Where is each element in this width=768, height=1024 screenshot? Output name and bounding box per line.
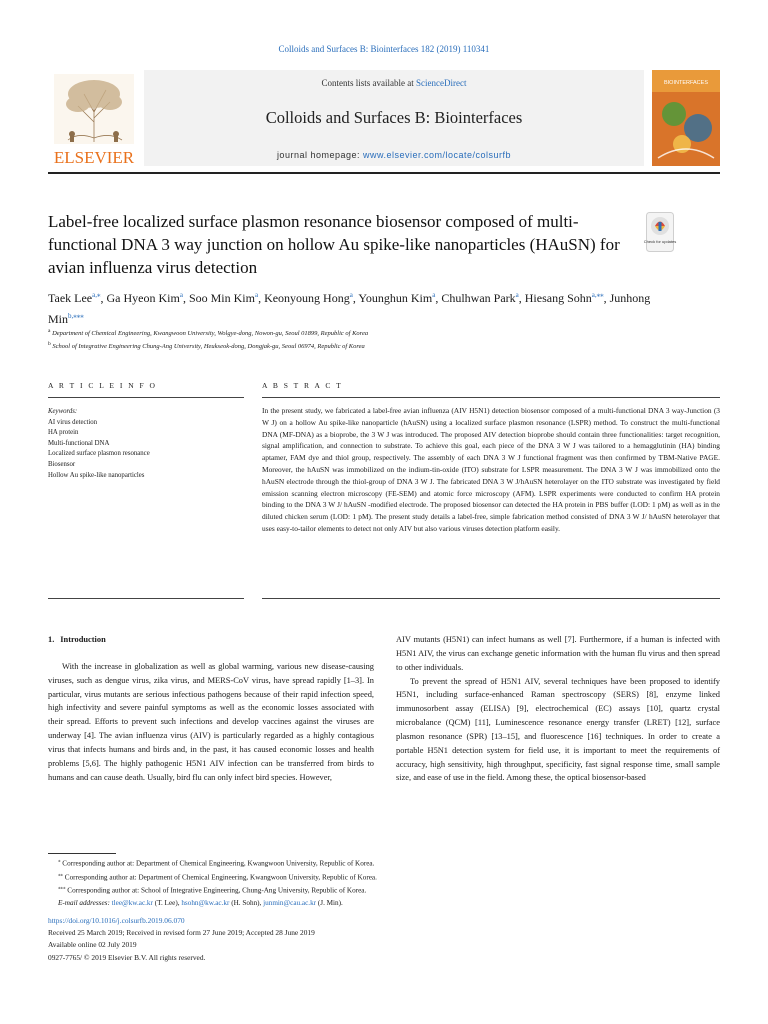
doi-link[interactable]: https://doi.org/10.1016/j.colsurfb.2019.06.070	[48, 916, 185, 925]
masthead-rule	[48, 172, 720, 174]
body-column-left	[48, 633, 374, 784]
affiliation	[48, 339, 688, 352]
author-affiliation-mark[interactable]: a	[179, 291, 183, 299]
journal-homepage-link[interactable]: www.elsevier.com/locate/colsurfb	[363, 150, 512, 160]
article-info-rule	[48, 397, 244, 398]
crossmark-label: Check for updates	[643, 239, 677, 244]
note-text: Corresponding author at: School of Integrative Engineering, Chung-Ang University, Republic of Korea.	[67, 886, 367, 895]
corresponding-author-notes	[48, 856, 708, 897]
article-title: Label-free localized surface plasmon resonance biosensor composed of multi-functional DNA 3 way junction on hollow Au spike-like nanoparticles (HAuSN) for avian influenza virus detection	[48, 212, 620, 277]
author-affiliation-mark[interactable]: a	[349, 291, 353, 299]
abstract-rule	[262, 397, 720, 398]
section-heading-introduction	[48, 633, 374, 647]
email-line	[48, 897, 708, 909]
author-name[interactable]: Soo Min Kim	[188, 291, 255, 305]
received-dates: Received 25 March 2019; Received in revised form 27 June 2019; Accepted 28 June 2019	[48, 928, 315, 938]
left-paragraphs	[48, 660, 374, 785]
paragraph: With the increase in globalization as well as global warming, various new disease-causing viruses, such as dengue virus, zika virus, and MERS-CoV virus, have spread rapidly [1–3]. In particular, virus mutants are serious infectious pathogens because of their rapid infection speed, high infectivity and severe painful symptoms as well as the economic losses associated with their spread. Efforts to prevent such infections and develop vaccines against the viruses are underway [4]. The avian influenza virus (AIV) is particularly regarded as a highly contagious virus that infects humans and birds and, in the past, it has caused economic losses and health problems [5,6]. The highly pathogenic H5N1 AIV infection can be transferred from birds to humans and can cause death. Usually, bird flu can only infect bird species. However,	[48, 661, 374, 782]
author[interactable]	[107, 291, 183, 305]
keyword: Multi-functional DNA	[48, 439, 110, 447]
affiliation	[48, 326, 688, 339]
homepage-line	[144, 150, 644, 160]
affiliation-text: Department of Chemical Engineering, Kwangwoon University, Wolgye-dong, Nowon-gu, Seoul 01899, Republic of Korea	[52, 330, 369, 338]
homepage-prefix: journal homepage:	[276, 150, 363, 160]
email-owner: (T. Lee),	[152, 898, 182, 907]
section-number: 1.	[48, 635, 55, 644]
author-affiliation-mark[interactable]: a	[432, 291, 436, 299]
abstract-text: In the present study, we fabricated a label-free avian influenza (AIV H5N1) detection biosensor composed of a multi-functional DNA 3 way-Junction (3 W J) on a hollow Au spike-like nanoparticle (hAuSN) using a localized surface plasmon resonance (LSPR) method. To construct the multi-functional DNA (MF-DNA) as a bioprobe, the 3 W J was introduced. The proposed AIV detection bioprobe should contain three functionalities: target recognition, signal amplification, and connection to substrate. To achieve this goal, each piece of the DNA 3 W J was tailored to a hemagglutinin (HA) binding aptamer, FAM dye and thiol group, respectively. The assembly of each DNA 3 W J functional fragment was then confirmed by TBM-Native PAGE. Moreover, the hAuSN was immobilized on the indium-tin-oxide (ITO) substrate for LSPR measurement. The DNA 3 W J was immobilized onto the hAuSN electrode through the thiol-group of DNA 3 W J. The fabricated DNA 3 W J/hAuSN heterolayer on the ITO substrate was investigated by field emission scanning electron microscopy (FE-SEM) and atomic force microscopy (AFM). LSPR experiments were conducted to confirm HA protein binding to the DNA 3 W J/ hAuSN -modified electrode. The proposed biosensor can detected the HA protein in PBS buffer (LOD: 1 pM) as well as in the diluted chicken serum (LOD: 1 pM). The present study details a label-free, simple fabrication method consisted of DNA 3 W J/ hAuSN heterolayer that uses easy-to-tailor elements to detect not only AIV but also various viruses detection platform easily.	[262, 406, 720, 533]
author-name[interactable]: Keonyoung Hong	[264, 291, 350, 305]
author-affiliation-mark[interactable]: a	[515, 291, 519, 299]
author[interactable]	[189, 291, 258, 305]
email-link[interactable]: tlee@kw.ac.kr	[111, 898, 153, 907]
journal-cover-icon	[652, 70, 720, 166]
check-for-updates-icon	[643, 212, 677, 252]
author-list: Taek Lee$^{a,⁎}$, Ga Hyeon Kim$^a$, Soo Min Kim$^a$, Keonyoung Hong$^a$, Younghun Kim$^a$, Chulhwan Park$^a$, Hiesang Sohn$^{a,⁎⁎}$, Junhong Min$^{b,⁎⁎⁎}$	[48, 291, 651, 326]
email-list	[112, 899, 343, 907]
contents-prefix: Contents lists available at	[321, 78, 416, 88]
note-mark: ⁎⁎⁎	[58, 886, 66, 892]
author-affiliation-mark[interactable]: a,⁎	[92, 291, 101, 299]
author-name[interactable]: Ga Hyeon Kim	[106, 291, 180, 305]
author-name[interactable]: Taek Lee	[48, 291, 93, 305]
keyword: Biosensor	[48, 460, 76, 468]
keyword: AI virus detection	[48, 418, 98, 426]
email-owner: (H. Sohn),	[229, 898, 264, 907]
author[interactable]	[358, 291, 435, 305]
email-link[interactable]: junmin@cau.ac.kr	[263, 898, 317, 907]
journal-masthead	[48, 70, 720, 174]
author-affiliation-mark[interactable]: a,⁎⁎	[591, 291, 604, 299]
author[interactable]	[48, 291, 101, 305]
elsevier-wordmark: ELSEVIER	[53, 148, 135, 167]
journal-citation[interactable]	[0, 44, 768, 54]
corresponding-note	[48, 870, 708, 884]
body-column-right	[396, 633, 720, 785]
journal-name: Colloids and Surfaces B: Biointerfaces	[265, 108, 523, 127]
keywords-list	[48, 418, 244, 482]
note-text: Corresponding author at: Department of Chemical Engineering, Kwangwoon University, Republic of Korea.	[64, 872, 377, 881]
author-name[interactable]: Chulhwan Park	[441, 291, 516, 305]
author-name[interactable]: Younghun Kim	[358, 291, 433, 305]
corresponding-note	[48, 856, 708, 870]
affiliation-mark: b	[48, 341, 51, 348]
paragraph: To prevent the spread of H5N1 AIV, several techniques have been proposed to identify H5N1, including surface-enhanced Raman spectroscopy (SERS) [8], enzyme linked immunosorbent assay (ELISA) [9], electrochemical (EC) assays [10], quartz crystal microbalance (QCM) [11], Luminescence resonance energy transfer (LRET) [12], surface plasmon resonance (SPR) [13–15], and fluorescence [16] techniques. In order to create a portable H5N1 detection system for field use, it is important to meet the requirements of accuracy, high sensitivity, high throughput, specificity, fast signal response time, small sample size, and ease of use in the field. Among these, the optical biosensor-based	[396, 676, 720, 783]
keywords-label: Keywords:	[48, 408, 78, 415]
copyright: 0927-7765/ © 2019 Elsevier B.V. All rights reserved.	[48, 952, 206, 962]
paragraph: AIV mutants (H5N1) can infect humans as well [7]. Furthermore, if a human is infected with H5N1 AIV, the virus can exchange genetic information with the human flu virus and then spread to other individuals.	[396, 635, 720, 672]
author-name[interactable]: Junhong Min	[48, 291, 651, 326]
email-label: E-mail addresses:	[58, 898, 110, 907]
footnotes	[48, 856, 708, 909]
section-title: Introduction	[60, 635, 106, 644]
email-link[interactable]: hsohn@kw.ac.kr	[181, 898, 230, 907]
email-owner: (J. Min).	[316, 898, 343, 907]
crossmark-badge[interactable]	[643, 212, 677, 252]
journal-citation-link[interactable]: Colloids and Surfaces B: Biointerfaces 182 (2019) 110341	[278, 44, 490, 54]
publication-info	[48, 915, 448, 964]
affiliation-text: School of Integrative Engineering Chung-Ang University, Heukseok-dong, Dongjak-gu, Seoul 06974, Republic of Korea	[52, 343, 365, 351]
abstract-bottom-rule	[262, 598, 720, 599]
author-affiliation-mark[interactable]: b,⁎⁎⁎	[68, 312, 84, 320]
note-mark: ⁎⁎	[58, 872, 63, 878]
masthead-band	[144, 70, 644, 166]
sciencedirect-link[interactable]: ScienceDirect	[416, 78, 467, 88]
author[interactable]	[441, 291, 518, 305]
abstract-heading: A B S T R A C T	[262, 381, 343, 390]
article-info-heading: A R T I C L E I N F O	[48, 381, 157, 390]
footnote-rule	[48, 853, 116, 854]
note-text: Corresponding author at: Department of Chemical Engineering, Kwangwoon University, Republic of Korea.	[62, 859, 375, 868]
author-affiliation-mark[interactable]: a	[254, 291, 259, 299]
affiliations	[48, 326, 688, 352]
contents-line	[144, 78, 644, 88]
author-name[interactable]: Hiesang Sohn	[524, 291, 592, 305]
elsevier-tree-logo-icon	[48, 72, 140, 168]
available-online: Available online 02 July 2019	[48, 940, 137, 950]
keyword: HA protein	[48, 429, 79, 437]
article-info-bottom-rule	[48, 598, 244, 599]
corresponding-note	[48, 883, 708, 897]
keywords-block	[48, 407, 244, 481]
keyword: Hollow Au spike-like nanoparticles	[48, 471, 145, 479]
keyword: Localized surface plasmon resonance	[48, 450, 150, 458]
author[interactable]	[525, 291, 604, 305]
affiliation-mark: a	[48, 328, 51, 334]
note-mark: ⁎	[58, 859, 61, 864]
author[interactable]	[264, 291, 353, 305]
cover-title: BIOINTERFACES	[663, 80, 709, 86]
